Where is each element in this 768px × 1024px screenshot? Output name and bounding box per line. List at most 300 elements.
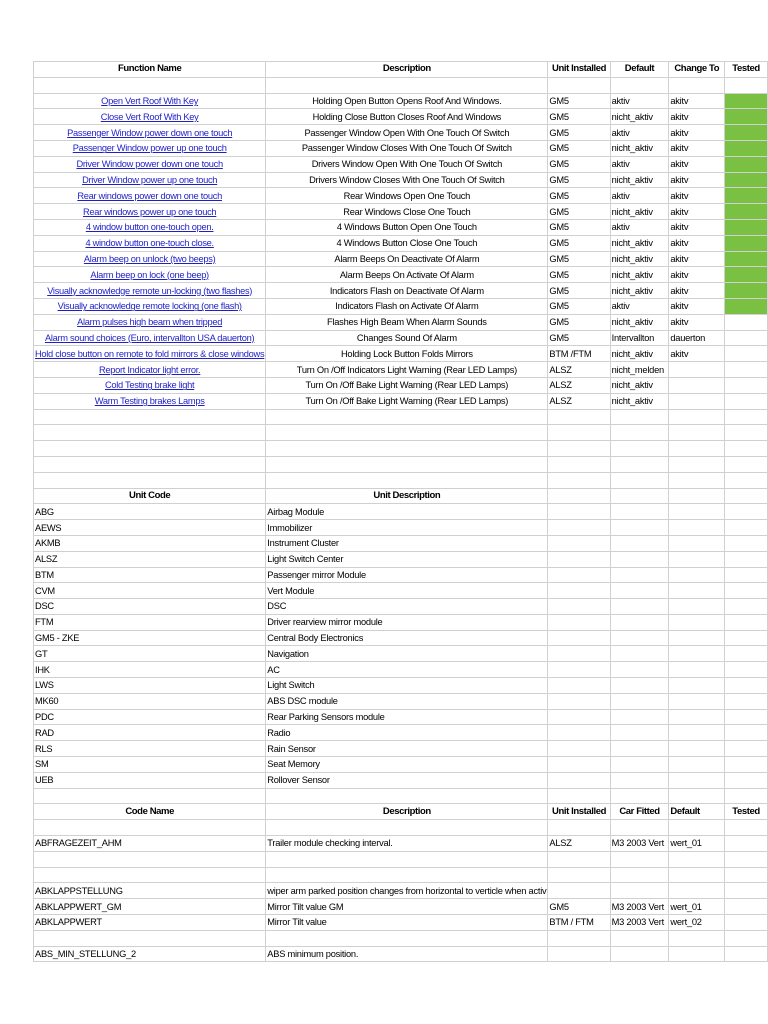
empty-cell [669, 535, 725, 551]
code-unit-cell [548, 946, 610, 962]
change-to-cell: akitv [669, 219, 725, 235]
empty-cell [669, 646, 725, 662]
empty-cell [610, 709, 669, 725]
empty-cell [610, 757, 669, 773]
empty-cell [725, 504, 768, 520]
default-cell: Intervallton [610, 330, 669, 346]
empty-cell [725, 693, 768, 709]
tested-cell [725, 377, 768, 393]
empty-cell [610, 425, 669, 441]
empty-cell [725, 788, 768, 804]
empty-cell [34, 788, 266, 804]
header-row-codes [34, 804, 768, 820]
header-row-units [34, 488, 768, 504]
unit-code-cell: RAD [34, 725, 266, 741]
empty-cell [669, 867, 725, 883]
unit-installed-cell: GM5 [548, 172, 610, 188]
unit-row [34, 583, 768, 599]
unit-code-cell: IHK [34, 662, 266, 678]
blank-row [34, 820, 768, 836]
empty-cell [548, 709, 610, 725]
tested-status-cell [725, 93, 768, 109]
empty-cell [669, 709, 725, 725]
tested-cell [725, 362, 768, 378]
empty-cell [669, 599, 725, 615]
unit-code-cell: GM5 - ZKE [34, 630, 266, 646]
default-cell: nicht_aktiv [610, 251, 669, 267]
unit-description-cell: Driver rearview mirror module [266, 614, 548, 630]
empty-cell [548, 930, 610, 946]
blank-row [34, 409, 768, 425]
empty-cell [548, 567, 610, 583]
function-row [34, 93, 768, 109]
empty-cell [725, 930, 768, 946]
empty-cell [669, 520, 725, 536]
description-cell: Indicators Flash on Deactivate Of Alarm [266, 283, 548, 299]
empty-cell [266, 930, 548, 946]
blank-row [34, 930, 768, 946]
empty-cell [548, 757, 610, 773]
tested-cell [725, 314, 768, 330]
empty-cell [34, 851, 266, 867]
blank-row [34, 456, 768, 472]
function-name-link[interactable]: Alarm beep on unlock (two beeps) [34, 251, 266, 267]
empty-cell [725, 614, 768, 630]
function-row [34, 267, 768, 283]
function-row [34, 109, 768, 125]
change-to-cell: akitv [669, 125, 725, 141]
code-default-cell: wert_01 [669, 836, 725, 852]
default-cell: nicht_aktiv [610, 283, 669, 299]
change-to-cell: akitv [669, 204, 725, 220]
empty-cell [548, 678, 610, 694]
unit-code-cell: DSC [34, 599, 266, 615]
code-default-cell: wert_02 [669, 915, 725, 931]
empty-cell [725, 77, 768, 93]
empty-cell [610, 741, 669, 757]
header-row-functions [34, 62, 768, 78]
col-header-default: Default [610, 62, 669, 78]
col-header-unit-description: Unit Description [266, 488, 548, 504]
empty-cell [610, 77, 669, 93]
unit-installed-cell: GM5 [548, 93, 610, 109]
empty-cell [610, 630, 669, 646]
function-row [34, 140, 768, 156]
unit-code-cell: LWS [34, 678, 266, 694]
col-header-car-fitted: Car Fitted [610, 804, 669, 820]
default-cell: nicht_aktiv [610, 109, 669, 125]
description-cell: Turn On /Off Indicators Light Warning (Rear LED Lamps) [266, 362, 548, 378]
tested-status-cell [725, 267, 768, 283]
function-row [34, 346, 768, 362]
unit-description-cell: Instrument Cluster [266, 535, 548, 551]
blank-row [34, 441, 768, 457]
empty-cell [725, 583, 768, 599]
unit-description-cell: Rollover Sensor [266, 772, 548, 788]
description-cell: Turn On /Off Bake Light Warning (Rear LED Lamps) [266, 377, 548, 393]
tested-status-cell [725, 125, 768, 141]
code-description-cell: ABS minimum position. [266, 946, 548, 962]
function-name-link[interactable]: 4 window button one-touch close. [34, 235, 266, 251]
unit-installed-cell: GM5 [548, 235, 610, 251]
empty-cell [610, 409, 669, 425]
empty-cell [266, 409, 548, 425]
empty-cell [669, 788, 725, 804]
code-unit-cell: BTM / FTM [548, 915, 610, 931]
empty-cell [610, 820, 669, 836]
default-cell: nicht_aktiv [610, 140, 669, 156]
empty-cell [725, 772, 768, 788]
function-row [34, 219, 768, 235]
empty-cell [548, 662, 610, 678]
unit-description-cell: Light Switch Center [266, 551, 548, 567]
empty-cell [548, 693, 610, 709]
car-fitted-cell [610, 946, 669, 962]
function-row [34, 314, 768, 330]
unit-row [34, 630, 768, 646]
unit-installed-cell: GM5 [548, 314, 610, 330]
code-unit-cell: ALSZ [548, 836, 610, 852]
unit-code-cell: RLS [34, 741, 266, 757]
unit-row [34, 693, 768, 709]
function-name-link[interactable]: Alarm sound choices (Euro, intervallton USA dauerton) [34, 330, 266, 346]
unit-code-cell: FTM [34, 614, 266, 630]
change-to-cell: akitv [669, 172, 725, 188]
default-cell: aktiv [610, 219, 669, 235]
empty-cell [725, 441, 768, 457]
empty-cell [548, 488, 610, 504]
empty-cell [669, 662, 725, 678]
blank-row [34, 77, 768, 93]
empty-cell [548, 614, 610, 630]
unit-installed-cell: GM5 [548, 140, 610, 156]
empty-cell [548, 646, 610, 662]
unit-installed-cell: GM5 [548, 283, 610, 299]
blank-row [34, 472, 768, 488]
tested-status-cell [725, 283, 768, 299]
default-cell: nicht_aktiv [610, 393, 669, 409]
empty-cell [548, 820, 610, 836]
function-row [34, 235, 768, 251]
blank-row [34, 867, 768, 883]
empty-cell [548, 441, 610, 457]
description-cell: Flashes High Beam When Alarm Sounds [266, 314, 548, 330]
function-row [34, 283, 768, 299]
tested-status-cell [725, 156, 768, 172]
code-tested-cell [725, 836, 768, 852]
tested-status-cell [725, 298, 768, 314]
empty-cell [266, 472, 548, 488]
empty-cell [669, 472, 725, 488]
function-name-link[interactable]: Warm Testing brakes Lamps [34, 393, 266, 409]
description-cell: Turn On /Off Bake Light Warning (Rear LED Lamps) [266, 393, 548, 409]
car-fitted-cell: M3 2003 Vert [610, 836, 669, 852]
empty-cell [548, 425, 610, 441]
col-header-code-tested: Tested [725, 804, 768, 820]
unit-description-cell: Light Switch [266, 678, 548, 694]
function-row [34, 125, 768, 141]
tested-status-cell [725, 204, 768, 220]
default-cell: aktiv [610, 93, 669, 109]
description-cell: Holding Lock Button Folds Mirrors [266, 346, 548, 362]
function-name-link[interactable]: Hold close button on remote to fold mirrors & close windows [34, 346, 266, 362]
unit-installed-cell: ALSZ [548, 393, 610, 409]
empty-cell [725, 851, 768, 867]
unit-description-cell: Passenger mirror Module [266, 567, 548, 583]
empty-cell [669, 757, 725, 773]
unit-row [34, 678, 768, 694]
empty-cell [548, 504, 610, 520]
function-name-link[interactable]: Passenger Window power up one touch [34, 140, 266, 156]
default-cell: nicht_aktiv [610, 346, 669, 362]
empty-cell [548, 867, 610, 883]
function-name-link[interactable]: Close Vert Roof With Key [34, 109, 266, 125]
function-name-link[interactable]: 4 window button one-touch open. [34, 219, 266, 235]
unit-description-cell: Central Body Electronics [266, 630, 548, 646]
empty-cell [725, 630, 768, 646]
unit-row [34, 551, 768, 567]
function-name-link[interactable]: Visually acknowledge remote locking (one flash) [34, 298, 266, 314]
empty-cell [725, 867, 768, 883]
unit-row [34, 504, 768, 520]
empty-cell [34, 472, 266, 488]
unit-code-cell: CVM [34, 583, 266, 599]
function-name-link[interactable]: Alarm beep on lock (one beep) [34, 267, 266, 283]
unit-installed-cell: GM5 [548, 219, 610, 235]
empty-cell [725, 725, 768, 741]
empty-cell [669, 614, 725, 630]
empty-cell [610, 851, 669, 867]
unit-row [34, 725, 768, 741]
function-name-link[interactable]: Alarm pulses high beam when tripped [34, 314, 266, 330]
empty-cell [610, 456, 669, 472]
unit-installed-cell: GM5 [548, 251, 610, 267]
description-cell: Alarm Beeps On Activate Of Alarm [266, 267, 548, 283]
unit-row [34, 646, 768, 662]
function-name-link[interactable]: Driver Window power up one touch [34, 172, 266, 188]
empty-cell [725, 551, 768, 567]
empty-cell [725, 709, 768, 725]
col-header-code-name: Code Name [34, 804, 266, 820]
empty-cell [266, 788, 548, 804]
empty-cell [610, 551, 669, 567]
empty-cell [34, 820, 266, 836]
code-tested-cell [725, 883, 768, 899]
function-row [34, 330, 768, 346]
unit-row [34, 772, 768, 788]
empty-cell [610, 614, 669, 630]
code-description-cell: Mirror Tilt value GM [266, 899, 548, 915]
function-name-link[interactable]: Report Indicator light error. [34, 362, 266, 378]
empty-cell [669, 851, 725, 867]
col-header-code-default: Default [669, 804, 725, 820]
change-to-cell: akitv [669, 267, 725, 283]
unit-row [34, 741, 768, 757]
unit-description-cell: Rain Sensor [266, 741, 548, 757]
empty-cell [34, 77, 266, 93]
empty-cell [669, 409, 725, 425]
unit-installed-cell: GM5 [548, 156, 610, 172]
empty-cell [34, 930, 266, 946]
unit-description-cell: Navigation [266, 646, 548, 662]
empty-cell [725, 599, 768, 615]
empty-cell [266, 867, 548, 883]
function-name-link[interactable]: Rear windows power up one touch [34, 204, 266, 220]
empty-cell [669, 820, 725, 836]
empty-cell [669, 741, 725, 757]
code-row [34, 899, 768, 915]
change-to-cell [669, 393, 725, 409]
col-header-function-name: Function Name [34, 62, 266, 78]
unit-installed-cell: ALSZ [548, 362, 610, 378]
unit-code-cell: SM [34, 757, 266, 773]
description-cell: Drivers Window Closes With One Touch Of Switch [266, 172, 548, 188]
empty-cell [266, 456, 548, 472]
empty-cell [548, 535, 610, 551]
empty-cell [669, 551, 725, 567]
unit-installed-cell: GM5 [548, 109, 610, 125]
function-name-link[interactable]: Rear windows power down one touch [34, 188, 266, 204]
description-cell: 4 Windows Button Open One Touch [266, 219, 548, 235]
unit-description-cell: Immobilizer [266, 520, 548, 536]
default-cell: nicht_aktiv [610, 377, 669, 393]
empty-cell [669, 725, 725, 741]
empty-cell [548, 725, 610, 741]
empty-cell [610, 504, 669, 520]
tested-cell [725, 330, 768, 346]
empty-cell [548, 472, 610, 488]
unit-installed-cell: BTM /FTM [548, 346, 610, 362]
description-cell: Alarm Beeps On Deactivate Of Alarm [266, 251, 548, 267]
change-to-cell: akitv [669, 156, 725, 172]
default-cell: nicht_aktiv [610, 314, 669, 330]
empty-cell [610, 472, 669, 488]
code-row [34, 946, 768, 962]
function-name-link[interactable]: Passenger Window power down one touch [34, 125, 266, 141]
function-row [34, 204, 768, 220]
description-cell: Holding Open Button Opens Roof And Windows. [266, 93, 548, 109]
tested-cell [725, 393, 768, 409]
empty-cell [266, 820, 548, 836]
unit-description-cell: Vert Module [266, 583, 548, 599]
function-name-link[interactable]: Driver Window power down one touch [34, 156, 266, 172]
description-cell: Rear Windows Open One Touch [266, 188, 548, 204]
empty-cell [610, 441, 669, 457]
unit-installed-cell: GM5 [548, 204, 610, 220]
function-name-link[interactable]: Open Vert Roof With Key [34, 93, 266, 109]
empty-cell [266, 441, 548, 457]
tested-status-cell [725, 188, 768, 204]
description-cell: Rear Windows Close One Touch [266, 204, 548, 220]
unit-installed-cell: GM5 [548, 267, 610, 283]
empty-cell [725, 409, 768, 425]
code-unit-cell: GM5 [548, 899, 610, 915]
change-to-cell: akitv [669, 93, 725, 109]
description-cell: Passenger Window Closes With One Touch Of Switch [266, 140, 548, 156]
default-cell: aktiv [610, 125, 669, 141]
empty-cell [610, 535, 669, 551]
empty-cell [725, 741, 768, 757]
unit-row [34, 662, 768, 678]
car-fitted-cell: M3 2003 Vert [610, 915, 669, 931]
tested-status-cell [725, 140, 768, 156]
code-default-cell: wert_01 [669, 899, 725, 915]
code-description-cell: Mirror Tilt value [266, 915, 548, 931]
description-cell: Changes Sound Of Alarm [266, 330, 548, 346]
empty-cell [669, 678, 725, 694]
empty-cell [669, 930, 725, 946]
unit-description-cell: DSC [266, 599, 548, 615]
unit-installed-cell: GM5 [548, 188, 610, 204]
change-to-cell: akitv [669, 298, 725, 314]
empty-cell [610, 678, 669, 694]
change-to-cell: akitv [669, 314, 725, 330]
tested-status-cell [725, 251, 768, 267]
description-cell: Drivers Window Open With One Touch Of Switch [266, 156, 548, 172]
code-description-cell: Trailer module checking interval. [266, 836, 548, 852]
blank-row [34, 851, 768, 867]
unit-row [34, 614, 768, 630]
empty-cell [610, 567, 669, 583]
empty-cell [610, 599, 669, 615]
empty-cell [669, 630, 725, 646]
function-row [34, 362, 768, 378]
empty-cell [548, 583, 610, 599]
empty-cell [610, 725, 669, 741]
empty-cell [548, 520, 610, 536]
blank-row [34, 788, 768, 804]
empty-cell [548, 77, 610, 93]
code-name-cell: ABKLAPPWERT_GM [34, 899, 266, 915]
empty-cell [34, 425, 266, 441]
unit-code-cell: PDC [34, 709, 266, 725]
unit-installed-cell: GM5 [548, 125, 610, 141]
code-description-cell: wiper arm parked position changes from horizontal to verticle when activ [266, 883, 548, 899]
code-default-cell [669, 883, 725, 899]
code-row [34, 883, 768, 899]
function-name-link[interactable]: Visually acknowledge remote un-locking (two flashes) [34, 283, 266, 299]
unit-description-cell: Seat Memory [266, 757, 548, 773]
function-row [34, 251, 768, 267]
empty-cell [725, 757, 768, 773]
empty-cell [725, 488, 768, 504]
description-cell: Indicators Flash on Activate Of Alarm [266, 298, 548, 314]
change-to-cell: akitv [669, 109, 725, 125]
tested-status-cell [725, 172, 768, 188]
empty-cell [725, 425, 768, 441]
change-to-cell: akitv [669, 283, 725, 299]
empty-cell [548, 551, 610, 567]
description-cell: 4 Windows Button Close One Touch [266, 235, 548, 251]
code-tested-cell [725, 899, 768, 915]
change-to-cell: akitv [669, 346, 725, 362]
empty-cell [669, 567, 725, 583]
empty-cell [669, 441, 725, 457]
default-cell: nicht_melden [610, 362, 669, 378]
function-name-link[interactable]: Cold Testing brake light [34, 377, 266, 393]
unit-code-cell: AKMB [34, 535, 266, 551]
empty-cell [669, 77, 725, 93]
default-cell: nicht_aktiv [610, 172, 669, 188]
empty-cell [725, 662, 768, 678]
car-fitted-cell [610, 883, 669, 899]
unit-description-cell: Airbag Module [266, 504, 548, 520]
empty-cell [266, 425, 548, 441]
change-to-cell: dauerton [669, 330, 725, 346]
empty-cell [548, 456, 610, 472]
unit-row [34, 567, 768, 583]
default-cell: aktiv [610, 298, 669, 314]
